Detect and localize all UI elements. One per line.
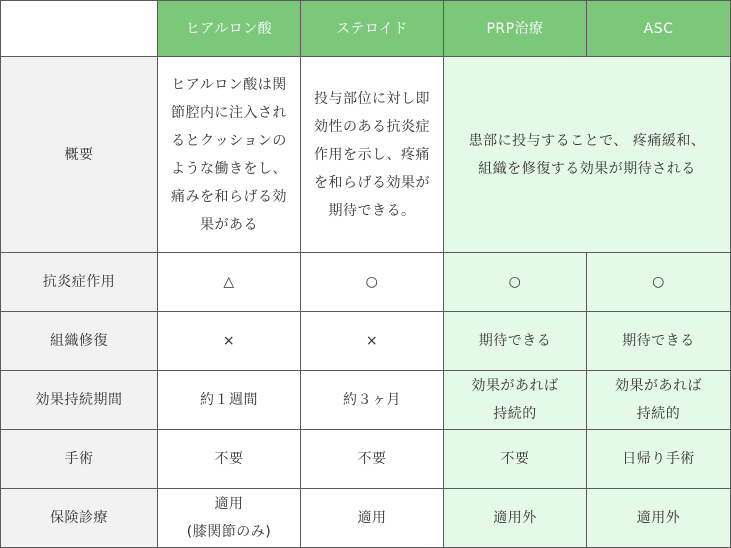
table-row — [1, 253, 731, 312]
summary-line: ヒアルロン酸は関 — [171, 76, 287, 93]
cell-line: 持続的 — [493, 406, 537, 422]
summary-line: 痛みを和らげる効 — [171, 188, 287, 205]
table-row — [1, 371, 731, 430]
table-cell: ○ — [587, 253, 731, 312]
header-asc: ASC — [587, 1, 731, 57]
summary-line: 節腔内に注入され — [171, 104, 287, 121]
summary-line: 効性のある抗炎症 — [314, 118, 430, 135]
summary-line: ような働きをし、 — [171, 160, 287, 177]
cell-line: (膝関節のみ) — [186, 524, 272, 540]
row-label: 効果持続期間 — [1, 371, 158, 430]
table-cell: 適用 — [301, 489, 444, 548]
row-label: 抗炎症作用 — [1, 253, 158, 312]
table-row — [1, 312, 731, 371]
table-cell: ○ — [301, 253, 444, 312]
summary-line: 期待できる。 — [328, 202, 416, 219]
summary-line: を和らげる効果が — [314, 174, 430, 191]
header-steroid: ステロイド — [301, 1, 444, 57]
row-label: 手術 — [1, 430, 158, 489]
summary-line: 作用を示し、疼痛 — [314, 146, 430, 163]
table-cell — [587, 371, 731, 430]
cell-line: 適用 — [214, 496, 244, 512]
summary-hyaluronic — [158, 57, 301, 253]
table-cell: 不要 — [301, 430, 444, 489]
row-label: 保険診療 — [1, 489, 158, 548]
table-cell: 約１週間 — [158, 371, 301, 430]
cell-line: 効果があれば — [615, 378, 702, 394]
table-cell: △ — [158, 253, 301, 312]
summary-row — [1, 57, 731, 253]
row-label-summary: 概要 — [1, 57, 158, 253]
summary-prp-asc — [444, 57, 731, 253]
table-cell: × — [301, 312, 444, 371]
table-cell: 適用外 — [587, 489, 731, 548]
summary-line: 投与部位に対し即 — [314, 90, 430, 107]
summary-line: 患部に投与することで、 疼痛緩和、 — [468, 132, 706, 149]
row-label: 組織修復 — [1, 312, 158, 371]
table-cell: ○ — [444, 253, 587, 312]
table-cell: 日帰り手術 — [587, 430, 731, 489]
table-row — [1, 489, 731, 548]
table-row — [1, 430, 731, 489]
table-cell: 期待できる — [444, 312, 587, 371]
header-prp: PRP治療 — [444, 1, 587, 57]
header-corner — [1, 1, 158, 57]
summary-steroid — [301, 57, 444, 253]
table-cell: 約３ヶ月 — [301, 371, 444, 430]
header-hyaluronic: ヒアルロン酸 — [158, 1, 301, 57]
cell-line: 持続的 — [636, 406, 681, 422]
summary-line: 果がある — [200, 216, 258, 233]
table-cell: 適用外 — [444, 489, 587, 548]
table-cell: 不要 — [158, 430, 301, 489]
table-cell: × — [158, 312, 301, 371]
table-cell — [158, 489, 301, 548]
header-row — [1, 1, 731, 57]
table-cell: 不要 — [444, 430, 587, 489]
table-cell — [444, 371, 587, 430]
summary-line: るとクッションの — [171, 132, 287, 149]
summary-line: 組織を修復する効果が期待される — [478, 160, 696, 177]
table-cell: 期待できる — [587, 312, 731, 371]
cell-line: 効果があれば — [471, 378, 559, 394]
